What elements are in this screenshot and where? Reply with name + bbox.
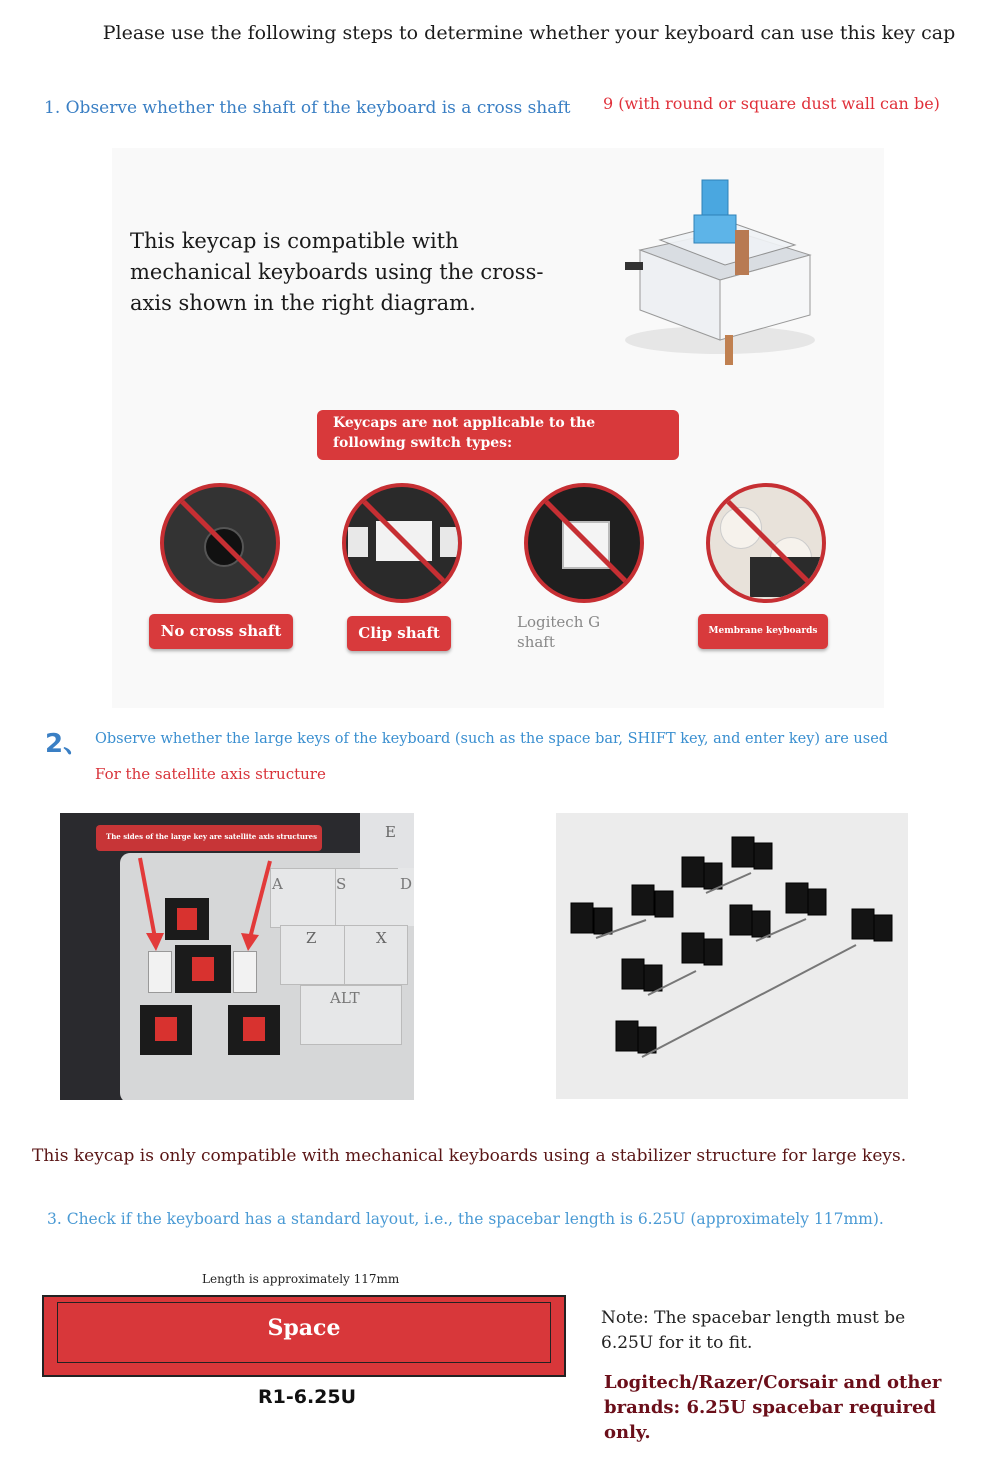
not-applicable-banner: Keycaps are not applicable to the following switch types: bbox=[317, 410, 679, 460]
clip-shaft-label: Clip shaft bbox=[347, 616, 451, 651]
clip-shaft-image bbox=[342, 483, 462, 603]
logitech-g-shaft-image bbox=[524, 483, 644, 603]
step2-heading: Observe whether the large keys of the keyboard (such as the space bar, SHIFT key, and enter key) are used bbox=[95, 731, 889, 747]
stabilizer-compat-text: This keycap is only compatible with mechanical keyboards using a stabilizer structure for large keys. bbox=[32, 1146, 907, 1166]
membrane-keyboards-label: Membrane keyboards bbox=[698, 614, 828, 649]
brands-note: Logitech/Razer/Corsair and other brands: 6.25U spacebar required only. bbox=[604, 1372, 942, 1443]
step2-subheading: For the satellite axis structure bbox=[95, 765, 326, 783]
key-label: Z bbox=[306, 929, 317, 947]
membrane-keyboard-image bbox=[706, 483, 826, 603]
cross-switch-image bbox=[610, 170, 830, 370]
compat-text: This keycap is compatible with mechanical keyboards using the cross-axis shown in the right diagram. bbox=[130, 229, 544, 315]
spacebar-diagram bbox=[42, 1295, 566, 1377]
stabilizer-photo bbox=[556, 813, 908, 1099]
key-label: S bbox=[336, 875, 347, 893]
page-title: Please use the following steps to determine whether your keyboard can use this key cap bbox=[102, 22, 956, 44]
no-cross-shaft-label: No cross shaft bbox=[149, 614, 293, 649]
space-label: Space bbox=[267, 1315, 341, 1341]
key-label: D bbox=[400, 875, 413, 893]
key-label: A bbox=[272, 875, 283, 893]
step2-number: 2、 bbox=[45, 729, 90, 759]
photo-caption: The sides of the large key are satellite axis structures bbox=[106, 832, 318, 841]
step3-heading: 3. Check if the keyboard has a standard layout, i.e., the spacebar length is 6.25U (approximately 117mm). bbox=[47, 1210, 884, 1228]
no-cross-shaft-image bbox=[160, 483, 280, 603]
length-label: Length is approximately 117mm bbox=[202, 1272, 400, 1286]
arrow-icon bbox=[130, 853, 280, 953]
logitech-g-shaft-label: Logitech G shaft bbox=[517, 613, 601, 651]
size-label: R1-6.25U bbox=[258, 1386, 357, 1408]
key-label: ALT bbox=[330, 989, 360, 1007]
satellite-axis-photo bbox=[60, 813, 414, 1100]
spacebar-note: Note: The spacebar length must be 6.25U for it to fit. bbox=[601, 1308, 906, 1353]
key-label: X bbox=[376, 929, 387, 947]
step1-heading: 1. Observe whether the shaft of the keyboard is a cross shaft bbox=[44, 98, 571, 118]
key-label: E bbox=[385, 823, 396, 841]
step1-note: 9 (with round or square dust wall can be) bbox=[603, 94, 940, 113]
